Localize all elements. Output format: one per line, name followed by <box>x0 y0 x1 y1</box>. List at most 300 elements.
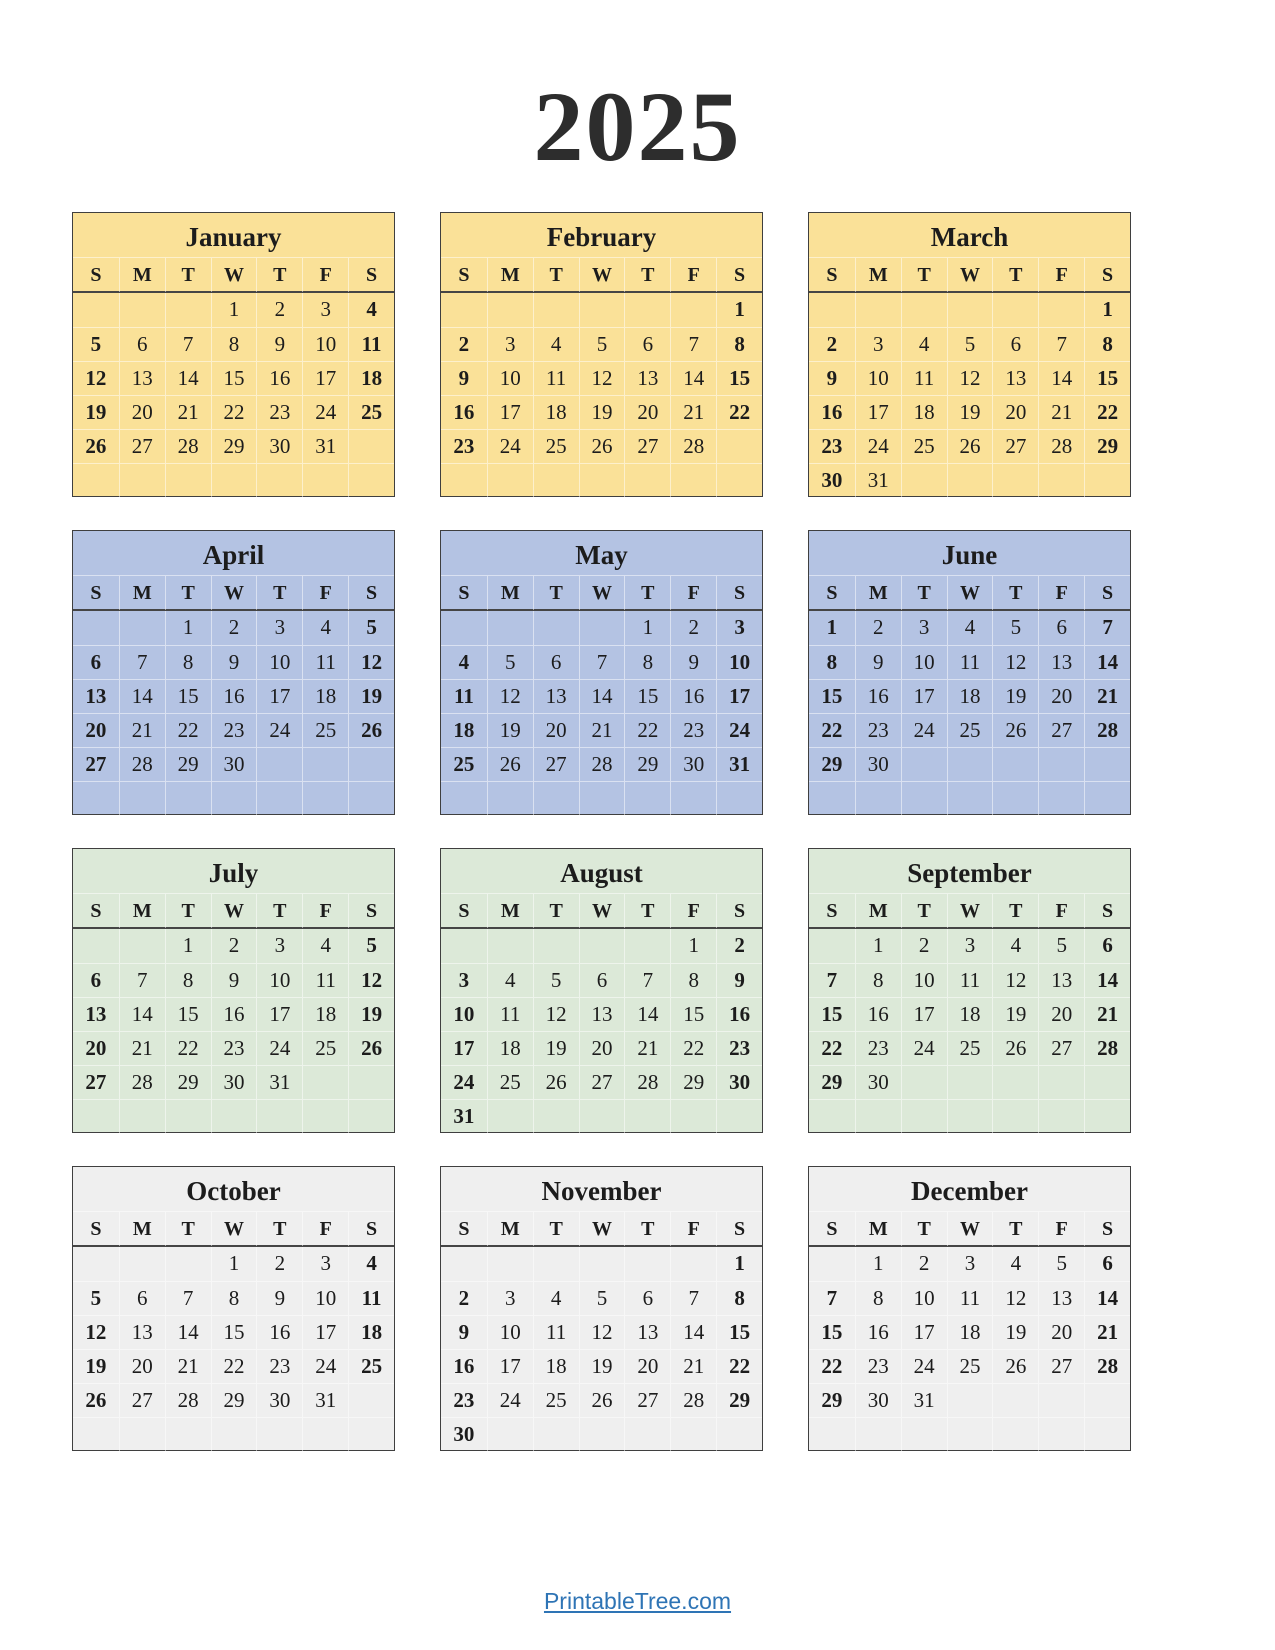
day-cell: 2 <box>855 611 901 645</box>
day-cell: 9 <box>441 1315 487 1349</box>
empty-day-cell <box>119 293 165 327</box>
day-cell: 4 <box>901 327 947 361</box>
weekday-label: T <box>256 894 302 928</box>
day-cell: 25 <box>302 713 348 747</box>
day-cell: 20 <box>119 395 165 429</box>
weekday-label: S <box>90 900 102 922</box>
empty-day-cell <box>119 929 165 963</box>
empty-day-cell <box>992 781 1038 815</box>
weekday-label: M <box>487 258 533 292</box>
empty-day-cell <box>1038 781 1084 815</box>
day-cell: 6 <box>1084 1247 1130 1281</box>
empty-day-cell <box>1084 1065 1130 1099</box>
day-cell: 21 <box>165 395 211 429</box>
day-cell: 31 <box>302 1383 348 1417</box>
day-cell: 12 <box>533 997 579 1031</box>
weekday-header-row <box>73 893 394 929</box>
weekday-label: F <box>1038 1212 1084 1246</box>
year-title: 2025 <box>533 71 742 182</box>
weekday-label: W <box>211 1212 257 1246</box>
weekday-label: T <box>624 576 670 610</box>
day-cell: 30 <box>441 1417 487 1451</box>
weekday-label: T <box>165 1212 211 1246</box>
day-cell: 22 <box>716 1349 762 1383</box>
empty-day-cell <box>809 929 855 963</box>
day-cell: 27 <box>1038 1349 1084 1383</box>
weekday-label: T <box>165 258 211 292</box>
day-cell: 21 <box>579 713 625 747</box>
day-cell: 15 <box>1084 361 1130 395</box>
empty-day-cell <box>256 1417 302 1451</box>
empty-day-cell <box>302 1099 348 1133</box>
empty-day-cell <box>119 1247 165 1281</box>
day-cell: 9 <box>809 361 855 395</box>
month-panel-september <box>808 848 1131 1133</box>
weekday-label: F <box>302 1212 348 1246</box>
weekday-header-row <box>809 257 1130 293</box>
weekday-label: M <box>487 576 533 610</box>
weekday-label: T <box>901 894 947 928</box>
weekday-label: M <box>119 1212 165 1246</box>
day-cell: 24 <box>441 1065 487 1099</box>
day-cell: 10 <box>901 1281 947 1315</box>
day-cell: 26 <box>73 429 119 463</box>
weekday-label: T <box>256 1212 302 1246</box>
month-title: December <box>911 1176 1028 1206</box>
day-cell: 3 <box>487 1281 533 1315</box>
day-cell: 2 <box>256 1247 302 1281</box>
empty-day-cell <box>901 293 947 327</box>
day-cell: 30 <box>256 429 302 463</box>
empty-day-cell <box>256 747 302 781</box>
day-cell: 4 <box>992 1247 1038 1281</box>
weekday-label: F <box>670 258 716 292</box>
day-cell: 29 <box>809 1383 855 1417</box>
day-cell: 19 <box>73 395 119 429</box>
empty-day-cell <box>901 747 947 781</box>
weekday-label: M <box>855 576 901 610</box>
day-cell: 25 <box>901 429 947 463</box>
empty-day-cell <box>624 1417 670 1451</box>
day-cell: 25 <box>302 1031 348 1065</box>
empty-day-cell <box>1084 1383 1130 1417</box>
empty-day-cell <box>302 747 348 781</box>
day-cell: 3 <box>441 963 487 997</box>
day-cell: 19 <box>73 1349 119 1383</box>
weekday-label: S <box>826 582 838 604</box>
day-cell: 1 <box>1084 293 1130 327</box>
day-cell: 12 <box>487 679 533 713</box>
month-panel-may <box>440 530 763 815</box>
empty-day-cell <box>533 463 579 497</box>
empty-day-cell <box>670 463 716 497</box>
empty-day-cell <box>533 781 579 815</box>
day-cell: 25 <box>947 713 993 747</box>
empty-day-cell <box>487 1417 533 1451</box>
empty-day-cell <box>855 1417 901 1451</box>
day-cell: 24 <box>256 1031 302 1065</box>
day-cell: 27 <box>624 1383 670 1417</box>
day-cell: 11 <box>901 361 947 395</box>
month-panel-june <box>808 530 1131 815</box>
weekday-label: S <box>1084 894 1130 928</box>
day-cell: 20 <box>119 1349 165 1383</box>
weekday-label: F <box>1038 258 1084 292</box>
day-cell: 26 <box>992 1349 1038 1383</box>
footer <box>0 1588 1275 1615</box>
day-cell: 14 <box>624 997 670 1031</box>
weekday-label: S <box>826 264 838 286</box>
empty-day-cell <box>947 293 993 327</box>
day-cell: 5 <box>533 963 579 997</box>
day-cell: 12 <box>992 963 1038 997</box>
day-cell: 12 <box>992 1281 1038 1315</box>
day-cell: 5 <box>348 611 394 645</box>
weekday-label: S <box>716 258 762 292</box>
day-cell: 17 <box>487 395 533 429</box>
day-cell: 18 <box>901 395 947 429</box>
day-cell: 5 <box>73 1281 119 1315</box>
empty-day-cell <box>1038 293 1084 327</box>
day-cell: 17 <box>901 679 947 713</box>
day-cell: 8 <box>809 645 855 679</box>
day-cell: 11 <box>302 963 348 997</box>
day-cell: 8 <box>716 327 762 361</box>
day-cell: 24 <box>901 1031 947 1065</box>
day-cell: 21 <box>1084 1315 1130 1349</box>
day-grid <box>441 611 762 815</box>
weekday-label: T <box>624 258 670 292</box>
day-cell: 12 <box>947 361 993 395</box>
day-cell: 9 <box>256 327 302 361</box>
day-cell: 6 <box>579 963 625 997</box>
day-cell: 24 <box>302 395 348 429</box>
empty-day-cell <box>1038 747 1084 781</box>
day-cell: 31 <box>302 429 348 463</box>
empty-day-cell <box>901 1099 947 1133</box>
day-cell: 7 <box>670 327 716 361</box>
day-cell: 12 <box>73 361 119 395</box>
day-cell: 10 <box>256 645 302 679</box>
day-cell: 17 <box>901 997 947 1031</box>
day-cell: 4 <box>348 1247 394 1281</box>
day-cell: 20 <box>992 395 1038 429</box>
day-cell: 10 <box>487 1315 533 1349</box>
day-cell: 25 <box>533 1383 579 1417</box>
printabletree-link[interactable]: PrintableTree.com <box>543 1588 732 1614</box>
day-cell: 15 <box>165 997 211 1031</box>
day-cell: 30 <box>855 747 901 781</box>
day-cell: 11 <box>947 645 993 679</box>
weekday-label: T <box>165 576 211 610</box>
day-cell: 7 <box>165 1281 211 1315</box>
empty-day-cell <box>947 1417 993 1451</box>
empty-day-cell <box>119 781 165 815</box>
day-cell: 13 <box>73 997 119 1031</box>
day-cell: 7 <box>1038 327 1084 361</box>
day-cell: 16 <box>809 395 855 429</box>
day-cell: 31 <box>716 747 762 781</box>
day-cell: 6 <box>624 1281 670 1315</box>
day-cell: 24 <box>855 429 901 463</box>
day-cell: 6 <box>533 645 579 679</box>
day-cell: 21 <box>1038 395 1084 429</box>
day-cell: 17 <box>302 1315 348 1349</box>
day-cell: 22 <box>211 395 257 429</box>
day-cell: 24 <box>716 713 762 747</box>
day-cell: 18 <box>302 997 348 1031</box>
empty-day-cell <box>441 611 487 645</box>
day-cell: 11 <box>348 327 394 361</box>
empty-day-cell <box>348 1099 394 1133</box>
day-cell: 22 <box>809 1031 855 1065</box>
empty-day-cell <box>348 1417 394 1451</box>
weekday-label: T <box>533 894 579 928</box>
empty-day-cell <box>73 463 119 497</box>
empty-day-cell <box>901 1417 947 1451</box>
weekday-label: M <box>119 258 165 292</box>
empty-day-cell <box>809 1099 855 1133</box>
day-cell: 19 <box>487 713 533 747</box>
empty-day-cell <box>165 1417 211 1451</box>
day-cell: 2 <box>441 1281 487 1315</box>
day-cell: 13 <box>1038 1281 1084 1315</box>
empty-day-cell <box>992 1099 1038 1133</box>
empty-day-cell <box>670 1099 716 1133</box>
weekday-label: W <box>211 894 257 928</box>
day-cell: 17 <box>441 1031 487 1065</box>
weekday-header-row <box>73 257 394 293</box>
weekday-label: T <box>992 1212 1038 1246</box>
day-cell: 5 <box>73 327 119 361</box>
day-cell: 6 <box>992 327 1038 361</box>
day-cell: 14 <box>1084 1281 1130 1315</box>
day-cell: 28 <box>579 747 625 781</box>
empty-day-cell <box>487 781 533 815</box>
day-cell: 23 <box>441 1383 487 1417</box>
day-cell: 16 <box>855 997 901 1031</box>
weekday-header-row <box>809 1211 1130 1247</box>
empty-day-cell <box>947 1065 993 1099</box>
empty-day-cell <box>73 611 119 645</box>
empty-day-cell <box>348 429 394 463</box>
day-cell: 27 <box>119 1383 165 1417</box>
empty-day-cell <box>992 1417 1038 1451</box>
empty-day-cell <box>809 1417 855 1451</box>
empty-day-cell <box>855 293 901 327</box>
empty-day-cell <box>716 463 762 497</box>
day-cell: 3 <box>256 929 302 963</box>
day-cell: 1 <box>855 1247 901 1281</box>
day-cell: 2 <box>441 327 487 361</box>
empty-day-cell <box>947 747 993 781</box>
day-cell: 26 <box>73 1383 119 1417</box>
weekday-label: M <box>855 258 901 292</box>
day-cell: 29 <box>624 747 670 781</box>
day-cell: 22 <box>211 1349 257 1383</box>
weekday-header-row <box>441 1211 762 1247</box>
empty-day-cell <box>901 1065 947 1099</box>
weekday-label: T <box>256 576 302 610</box>
day-cell: 15 <box>211 1315 257 1349</box>
empty-day-cell <box>670 781 716 815</box>
day-cell: 4 <box>533 1281 579 1315</box>
day-cell: 30 <box>256 1383 302 1417</box>
day-cell: 26 <box>533 1065 579 1099</box>
day-cell: 2 <box>901 1247 947 1281</box>
day-cell: 14 <box>119 679 165 713</box>
day-cell: 1 <box>211 1247 257 1281</box>
day-cell: 8 <box>211 327 257 361</box>
empty-day-cell <box>947 463 993 497</box>
day-cell: 24 <box>901 713 947 747</box>
empty-day-cell <box>624 463 670 497</box>
day-cell: 14 <box>1084 645 1130 679</box>
day-cell: 31 <box>441 1099 487 1133</box>
empty-day-cell <box>624 781 670 815</box>
day-cell: 24 <box>302 1349 348 1383</box>
day-cell: 25 <box>487 1065 533 1099</box>
day-cell: 1 <box>716 1247 762 1281</box>
day-cell: 3 <box>901 611 947 645</box>
day-cell: 17 <box>855 395 901 429</box>
day-cell: 15 <box>716 361 762 395</box>
empty-day-cell <box>441 463 487 497</box>
day-cell: 21 <box>119 1031 165 1065</box>
day-cell: 4 <box>302 929 348 963</box>
day-cell: 27 <box>1038 713 1084 747</box>
day-cell: 23 <box>855 1031 901 1065</box>
day-cell: 5 <box>1038 929 1084 963</box>
empty-day-cell <box>302 781 348 815</box>
day-cell: 24 <box>487 1383 533 1417</box>
day-cell: 23 <box>855 1349 901 1383</box>
weekday-label: M <box>119 894 165 928</box>
weekday-label: T <box>901 1212 947 1246</box>
weekday-label: S <box>1084 576 1130 610</box>
day-cell: 22 <box>809 713 855 747</box>
day-cell: 1 <box>855 929 901 963</box>
day-cell: 16 <box>211 997 257 1031</box>
day-cell: 15 <box>809 997 855 1031</box>
day-cell: 1 <box>716 293 762 327</box>
day-cell: 30 <box>716 1065 762 1099</box>
month-title: April <box>202 540 265 570</box>
day-cell: 9 <box>256 1281 302 1315</box>
empty-day-cell <box>302 463 348 497</box>
day-cell: 26 <box>992 1031 1038 1065</box>
day-cell: 20 <box>1038 679 1084 713</box>
day-cell: 26 <box>348 713 394 747</box>
day-cell: 28 <box>165 1383 211 1417</box>
day-cell: 22 <box>809 1349 855 1383</box>
weekday-label: S <box>1084 258 1130 292</box>
empty-day-cell <box>947 781 993 815</box>
month-title: June <box>941 540 998 570</box>
weekday-label: W <box>579 894 625 928</box>
day-cell: 8 <box>165 963 211 997</box>
day-grid <box>441 293 762 497</box>
day-cell: 26 <box>947 429 993 463</box>
empty-day-cell <box>441 293 487 327</box>
day-cell: 7 <box>119 963 165 997</box>
month-panel-january <box>72 212 395 497</box>
empty-day-cell <box>670 1417 716 1451</box>
day-cell: 5 <box>487 645 533 679</box>
weekday-label: M <box>855 1212 901 1246</box>
day-cell: 7 <box>670 1281 716 1315</box>
empty-day-cell <box>119 611 165 645</box>
empty-day-cell <box>119 463 165 497</box>
weekday-label: F <box>670 894 716 928</box>
day-cell: 10 <box>716 645 762 679</box>
empty-day-cell <box>533 293 579 327</box>
day-cell: 3 <box>716 611 762 645</box>
day-cell: 10 <box>855 361 901 395</box>
weekday-header-row <box>441 575 762 611</box>
day-cell: 14 <box>119 997 165 1031</box>
day-cell: 13 <box>624 361 670 395</box>
day-cell: 30 <box>211 747 257 781</box>
day-cell: 10 <box>901 963 947 997</box>
day-cell: 26 <box>487 747 533 781</box>
day-cell: 2 <box>670 611 716 645</box>
empty-day-cell <box>947 1383 993 1417</box>
weekday-label: W <box>947 894 993 928</box>
day-cell: 20 <box>73 713 119 747</box>
empty-day-cell <box>1084 463 1130 497</box>
day-cell: 20 <box>579 1031 625 1065</box>
day-cell: 23 <box>211 713 257 747</box>
day-cell: 16 <box>211 679 257 713</box>
day-cell: 4 <box>487 963 533 997</box>
day-cell: 16 <box>441 1349 487 1383</box>
empty-day-cell <box>1084 1417 1130 1451</box>
day-cell: 30 <box>809 463 855 497</box>
day-cell: 6 <box>73 645 119 679</box>
empty-day-cell <box>670 1247 716 1281</box>
day-cell: 9 <box>211 963 257 997</box>
weekday-label: F <box>302 576 348 610</box>
weekday-label: T <box>165 894 211 928</box>
month-title: January <box>185 222 282 252</box>
month-title: July <box>208 858 259 888</box>
empty-day-cell <box>487 463 533 497</box>
day-grid <box>73 929 394 1133</box>
empty-day-cell <box>487 1247 533 1281</box>
day-cell: 15 <box>624 679 670 713</box>
empty-day-cell <box>624 293 670 327</box>
empty-day-cell <box>809 293 855 327</box>
day-cell: 28 <box>624 1065 670 1099</box>
empty-day-cell <box>533 929 579 963</box>
day-cell: 18 <box>487 1031 533 1065</box>
month-title: August <box>560 858 643 888</box>
weekday-label: W <box>579 258 625 292</box>
day-cell: 4 <box>348 293 394 327</box>
day-cell: 19 <box>579 1349 625 1383</box>
empty-day-cell <box>487 929 533 963</box>
day-cell: 29 <box>809 1065 855 1099</box>
day-cell: 17 <box>487 1349 533 1383</box>
month-title: October <box>186 1176 281 1206</box>
day-cell: 18 <box>947 997 993 1031</box>
day-grid <box>809 293 1130 497</box>
day-cell: 30 <box>670 747 716 781</box>
day-cell: 20 <box>73 1031 119 1065</box>
day-cell: 17 <box>256 997 302 1031</box>
day-cell: 29 <box>211 1383 257 1417</box>
